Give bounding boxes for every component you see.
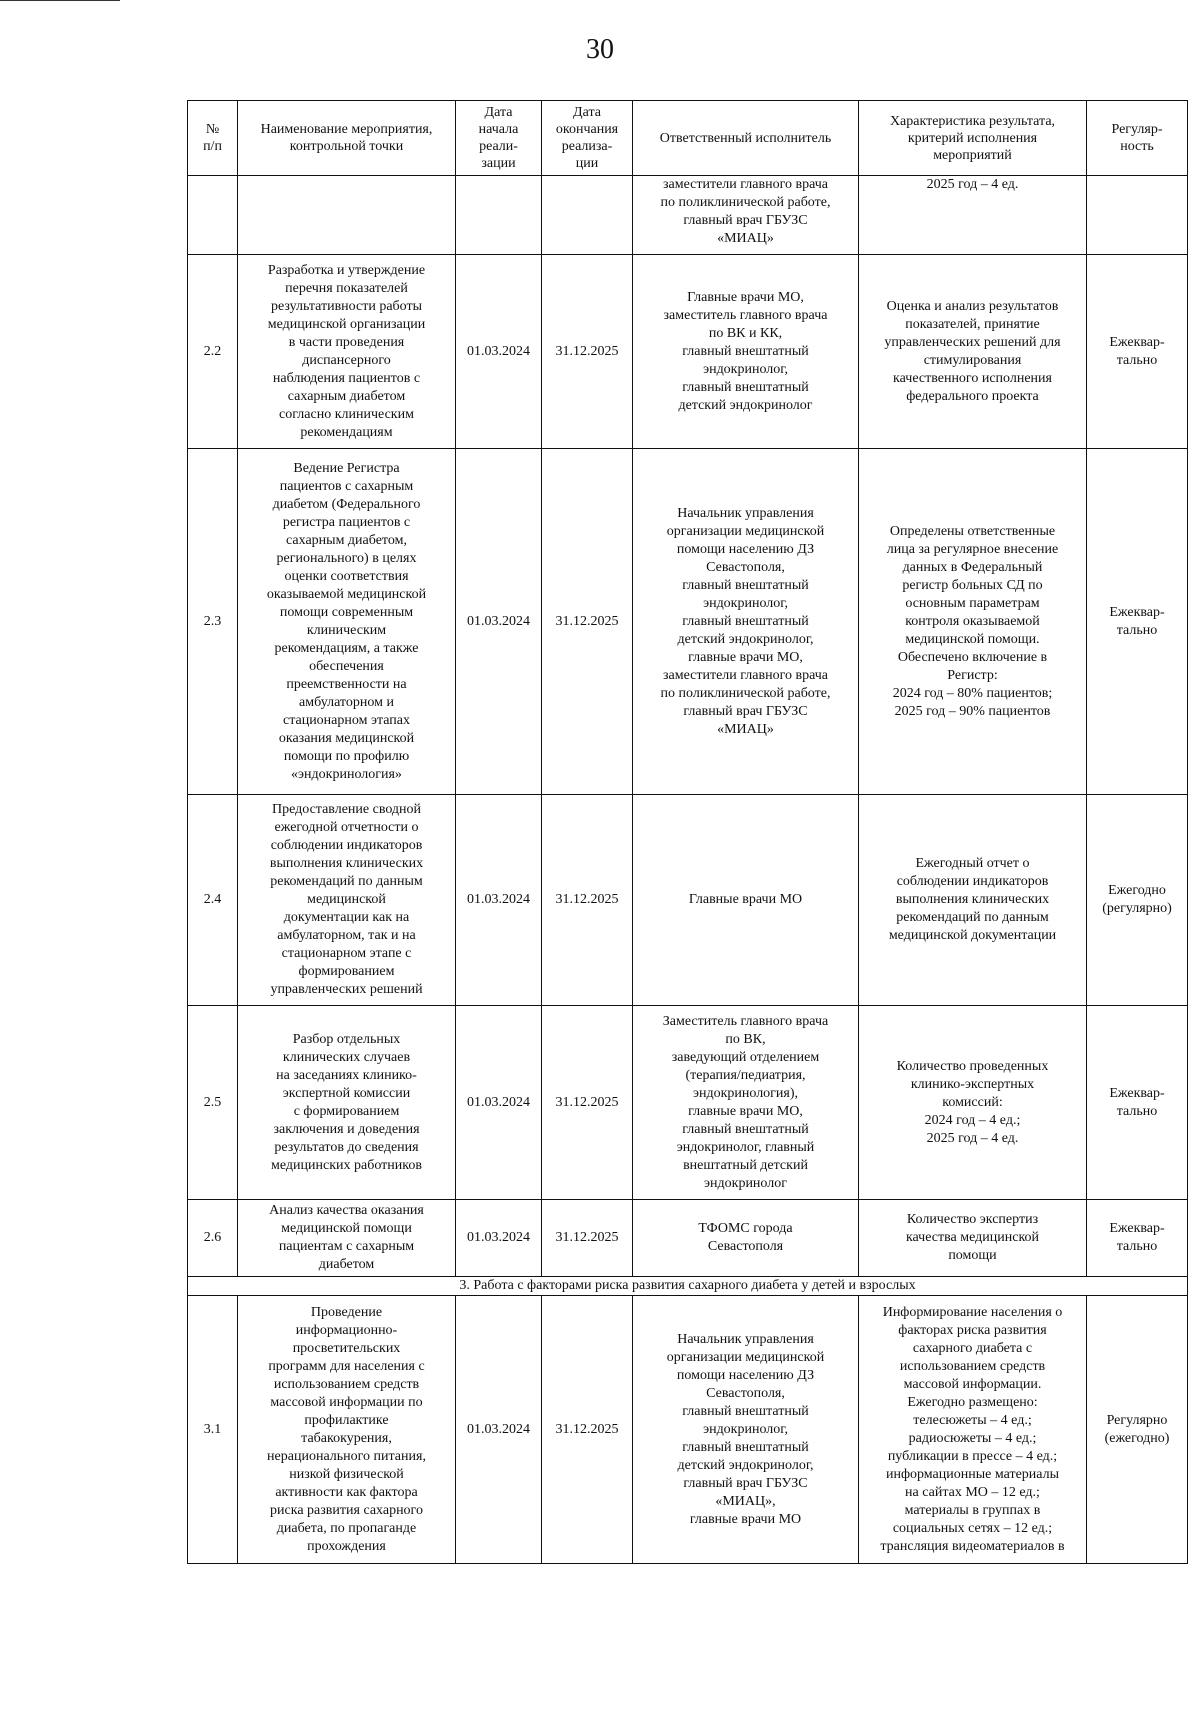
- cell-responsible: Главные врачи МО, заместитель главного врача по ВК и КК, главный внештатный эндокринолог, главный внештатный детский эндокринолог: [633, 255, 859, 449]
- table-row: [188, 1200, 1188, 1277]
- cell-regularity: Ежегодно (регулярно): [1087, 795, 1188, 1006]
- cell-name: Ведение Регистра пациентов с сахарным диабетом (Федерального регистра пациентов с сахарным диабетом, регионального) в целях оценки соответствия оказываемой медицинской помощи современным клиническим рекомендациям, а также обеспечения преемственности на амбулаторном и стационарном этапах оказания медицинской помощи по профилю «эндокринология»: [238, 449, 456, 795]
- cell-name: Разбор отдельных клинических случаев на заседаниях клинико- экспертной комиссии с формированием заключения и доведения результатов до сведения медицинских работников: [238, 1006, 456, 1200]
- cell-result: 2025 год – 4 ед.: [859, 176, 1087, 255]
- table-row-continuation: [188, 176, 1188, 255]
- cell-name: Разработка и утверждение перечня показателей результативности работы медицинской организации в части проведения диспансерного наблюдения пациентов с сахарным диабетом согласно клиническим рекомендациям: [238, 255, 456, 449]
- action-plan-table: [187, 100, 1188, 1564]
- header-name: Наименование мероприятия, контрольной точки: [238, 101, 456, 176]
- cell-responsible: ТФОМС города Севастополя: [633, 1200, 859, 1277]
- cell-start-date: 01.03.2024: [456, 795, 542, 1006]
- cell-number: 3.1: [188, 1296, 238, 1564]
- header-end-date: Дата окончания реализа- ции: [542, 101, 633, 176]
- cell-end-date: 31.12.2025: [542, 1200, 633, 1277]
- cell-name: [238, 176, 456, 255]
- cell-result: Оценка и анализ результатов показателей, принятие управленческих решений для стимулирования качественного исполнения федерального проекта: [859, 255, 1087, 449]
- cell-number: 2.6: [188, 1200, 238, 1277]
- cell-start-date: 01.03.2024: [456, 1296, 542, 1564]
- cell-name: Проведение информационно- просветительских программ для населения с использованием средств массовой информации по профилактике табакокурения, нерационального питания, низкой физической активности как фактора риска развития сахарного диабета, по пропаганде прохождения: [238, 1296, 456, 1564]
- cell-responsible: заместители главного врача по поликлинической работе, главный врач ГБУЗС «МИАЦ»: [633, 176, 859, 255]
- header-result: Характеристика результата, критерий исполнения мероприятий: [859, 101, 1087, 176]
- cell-end-date: 31.12.2025: [542, 1296, 633, 1564]
- cell-regularity: Ежеквар- тально: [1087, 449, 1188, 795]
- cell-start-date: [456, 176, 542, 255]
- cell-end-date: 31.12.2025: [542, 255, 633, 449]
- cell-start-date: 01.03.2024: [456, 449, 542, 795]
- cell-result: Ежегодный отчет о соблюдении индикаторов выполнения клинических рекомендаций по данным медицинской документации: [859, 795, 1087, 1006]
- cell-number: 2.3: [188, 449, 238, 795]
- header-number: № п/п: [188, 101, 238, 176]
- cell-name: Предоставление сводной ежегодной отчетности о соблюдении индикаторов выполнения клинических рекомендаций по данным медицинской документации как на амбулаторном, так и на стационарном этапе с формированием управленческих решений: [238, 795, 456, 1006]
- cell-responsible: Начальник управления организации медицинской помощи населению ДЗ Севастополя, главный внештатный эндокринолог, главный внештатный детский эндокринолог, главный врач ГБУЗС «МИАЦ», главные врачи МО: [633, 1296, 859, 1564]
- table-header-row: [188, 101, 1188, 176]
- corner-rule: [0, 0, 120, 1]
- table-row: [188, 1006, 1188, 1200]
- cell-number: 2.4: [188, 795, 238, 1006]
- table-row: [188, 795, 1188, 1006]
- table-row: [188, 1296, 1188, 1564]
- table-row: [188, 255, 1188, 449]
- cell-end-date: 31.12.2025: [542, 449, 633, 795]
- cell-result: Определены ответственные лица за регулярное внесение данных в Федеральный регистр больных СД по основным параметрам контроля оказываемой медицинской помощи. Обеспечено включение в Регистр: 2024 год – 80% пациентов; 2025 год – 90% пациентов: [859, 449, 1087, 795]
- cell-number: 2.5: [188, 1006, 238, 1200]
- page-number: 30: [586, 34, 614, 65]
- header-regularity: Регуляр- ность: [1087, 101, 1188, 176]
- cell-responsible: Заместитель главного врача по ВК, заведующий отделением (терапия/педиатрия, эндокринология), главные врачи МО, главный внештатный эндокринолог, главный внештатный детский эндокринолог: [633, 1006, 859, 1200]
- cell-regularity: Регулярно (ежегодно): [1087, 1296, 1188, 1564]
- cell-number: [188, 176, 238, 255]
- cell-end-date: [542, 176, 633, 255]
- cell-result: Количество экспертиз качества медицинской помощи: [859, 1200, 1087, 1277]
- cell-end-date: 31.12.2025: [542, 1006, 633, 1200]
- cell-regularity: [1087, 176, 1188, 255]
- cell-start-date: 01.03.2024: [456, 1006, 542, 1200]
- cell-regularity: Ежеквар- тально: [1087, 255, 1188, 449]
- cell-end-date: 31.12.2025: [542, 795, 633, 1006]
- cell-name: Анализ качества оказания медицинской помощи пациентам с сахарным диабетом: [238, 1200, 456, 1277]
- cell-regularity: Ежеквар- тально: [1087, 1200, 1188, 1277]
- cell-start-date: 01.03.2024: [456, 1200, 542, 1277]
- cell-responsible: Начальник управления организации медицинской помощи населению ДЗ Севастополя, главный внештатный эндокринолог, главный внештатный детский эндокринолог, главные врачи МО, заместители главного врача по поликлинической работе, главный врач ГБУЗС «МИАЦ»: [633, 449, 859, 795]
- cell-number: 2.2: [188, 255, 238, 449]
- cell-result: Информирование населения о факторах риска развития сахарного диабета с использованием средств массовой информации. Ежегодно размещено: телесюжеты – 4 ед.; радиосюжеты – 4 ед.; публикации в прессе – 4 ед.; информационные материалы на сайтах МО – 12 ед.; материалы в группах в социальных сетях – 12 ед.; трансляция видеоматериалов в: [859, 1296, 1087, 1564]
- section-3-title: 3. Работа с факторами риска развития сахарного диабета у детей и взрослых: [188, 1277, 1188, 1296]
- section-header-row: [188, 1277, 1188, 1296]
- table-row: [188, 449, 1188, 795]
- cell-responsible: Главные врачи МО: [633, 795, 859, 1006]
- cell-start-date: 01.03.2024: [456, 255, 542, 449]
- cell-regularity: Ежеквар- тально: [1087, 1006, 1188, 1200]
- cell-result: Количество проведенных клинико-экспертных комиссий: 2024 год – 4 ед.; 2025 год – 4 ед.: [859, 1006, 1087, 1200]
- header-start-date: Дата начала реали- зации: [456, 101, 542, 176]
- header-responsible: Ответственный исполнитель: [633, 101, 859, 176]
